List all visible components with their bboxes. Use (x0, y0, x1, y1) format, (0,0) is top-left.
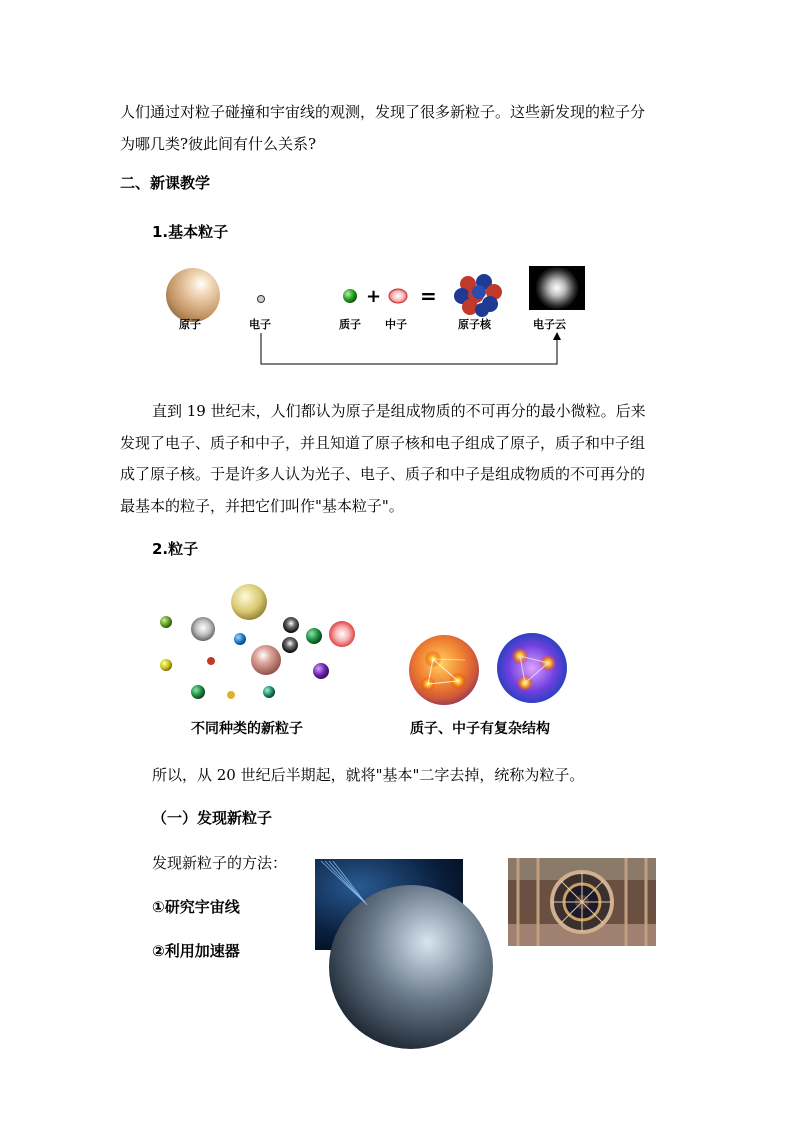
electron-cloud (535, 266, 579, 310)
electron-dot (258, 296, 265, 303)
label-electron: 电子 (249, 318, 271, 331)
new-particles-cluster (160, 584, 355, 699)
accelerator-image (508, 858, 656, 946)
section-title: 二、新课教学 (120, 174, 211, 192)
plus-sign: + (366, 286, 382, 307)
intro-line-2: 为哪几类?彼此间有什么关系? (120, 135, 317, 153)
particles-diagram (0, 580, 794, 710)
methods-intro: 发现新粒子的方法： (152, 854, 288, 872)
particles-para: 所以，从 20 世纪后半期起，就将"基本"二字去掉，统称为粒子。 (152, 766, 585, 784)
label-nucleus: 原子核 (458, 318, 491, 331)
label-electron-cloud: 电子云 (533, 318, 566, 331)
basic-particles-para-line-3: 成了原子核。于是许多人认为光子、电子、质子和中子是组成物质的不可再分的 (120, 465, 646, 483)
cosmic-ray-image (315, 859, 463, 950)
subsection-title-basic-particles: 1.基本粒子 (152, 223, 229, 241)
nucleus-cluster (454, 274, 502, 317)
equals-sign: = (420, 284, 437, 308)
basic-particles-para-line-4: 最基本的粒子，并把它们叫作"基本粒子"。 (120, 497, 404, 515)
method-cosmic-rays: ①研究宇宙线 (152, 898, 240, 916)
proton-structure (409, 635, 479, 705)
label-complex-structure: 质子、中子有复杂结构 (410, 721, 550, 737)
label-atom: 原子 (179, 318, 201, 331)
connector-line (261, 333, 557, 364)
proton-sphere (343, 289, 357, 303)
basic-particles-para-line-1: 直到 19 世纪末，人们都认为原子是组成物质的不可再分的最小微粒。后来 (152, 402, 646, 420)
neutron-structure (497, 633, 567, 703)
subsection-title-discover: （一）发现新粒子 (152, 809, 273, 827)
label-proton: 质子 (339, 318, 361, 331)
label-new-particles: 不同种类的新粒子 (191, 721, 303, 737)
method-accelerator: ②利用加速器 (152, 942, 240, 960)
subsection-title-particles: 2.粒子 (152, 540, 199, 558)
label-neutron: 中子 (385, 318, 407, 331)
connector-arrow (553, 332, 561, 340)
atom-sphere (166, 268, 220, 322)
basic-particles-para-line-2: 发现了电子、质子和中子，并且知道了原子核和电子组成了原子，质子和中子组 (120, 434, 646, 452)
intro-line-1: 人们通过对粒子碰撞和宇宙线的观测，发现了很多新粒子。这些新发现的粒子分 (120, 103, 646, 121)
neutron-sphere (389, 289, 407, 303)
